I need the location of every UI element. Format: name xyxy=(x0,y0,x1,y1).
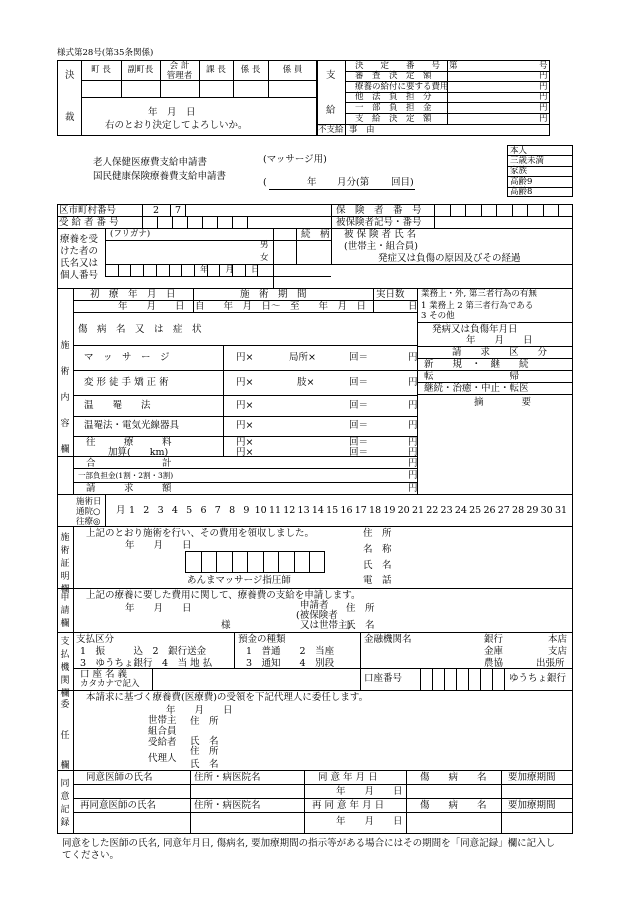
decision-approval: 右のとおり決定してよろしいか。 xyxy=(105,120,248,131)
insurer-cell xyxy=(481,204,482,216)
payment-row-label: 審 査 決 定 額 xyxy=(355,71,432,82)
calendar-day: 25 xyxy=(469,505,482,516)
bank-type: 農協 xyxy=(484,658,504,669)
insured-label: (被保険者 xyxy=(296,610,338,621)
name-label: 氏 名 xyxy=(190,736,219,747)
consent-date-value: 年 月 日 xyxy=(336,786,403,797)
insured-name-label: 被 保 険 者 氏 名 xyxy=(344,229,417,240)
decision-label: 裁 xyxy=(65,112,75,123)
calendar-day: 21 xyxy=(411,505,425,516)
calendar-day: 3 xyxy=(157,505,164,516)
form-number: 様式第28号(第35条関係) xyxy=(57,48,154,58)
first-visit-date: 年 月 日 xyxy=(118,301,185,312)
application-text: 上記の療養に要した費用に関して、療養費の支給を申請します。 xyxy=(86,590,361,601)
calendar-day: 26 xyxy=(483,505,496,516)
payment-row-prefix: 第 xyxy=(449,60,458,71)
account-cell xyxy=(480,668,481,690)
insurer-cell xyxy=(558,204,559,216)
insurer-cell xyxy=(450,204,451,216)
calendar-day: 19 xyxy=(383,505,396,516)
item-times: 回＝ xyxy=(349,420,369,431)
patient-id-cell xyxy=(169,264,170,276)
first-visit-label: 初 療 年 月 日 xyxy=(90,289,176,300)
travel-label: 往 療 料 xyxy=(86,437,172,448)
calendar-day: 10 xyxy=(254,505,267,516)
note-label: 摘 要 xyxy=(474,397,532,408)
calendar-label: 施術日 通院○ 往療◎ xyxy=(76,497,102,528)
cause-label: 発症又は負傷の原因及びその経過 xyxy=(378,253,521,264)
category-item: 高齢9 xyxy=(510,176,533,187)
item-times: 回＝ xyxy=(349,351,369,363)
calendar-day: 4 xyxy=(171,505,178,516)
name-label: 名 称 xyxy=(363,544,392,555)
period-month: 月分(第 xyxy=(337,177,370,188)
claim-new: 新 規 ・ 継 続 xyxy=(424,359,529,370)
householder-label: 世帯主 組合員 受給者 xyxy=(148,715,177,748)
municipality-digit: 7 xyxy=(175,205,182,216)
onset-label: 発病又は負傷年月日 xyxy=(432,324,518,335)
travel-times: 回＝ xyxy=(349,447,369,458)
patient-id-cell xyxy=(181,264,182,276)
hospital-label: 住所・病医院名 xyxy=(194,800,261,811)
patient-id-bottom xyxy=(105,276,331,277)
travel-unit-price: 円× xyxy=(236,447,254,458)
name-label: 氏 名 xyxy=(346,620,375,631)
certification-section-label: 施 術 証 明 欄 xyxy=(60,533,70,596)
payment-row-label: 一 部 負 担 金 xyxy=(355,102,432,113)
category-item: 高齢8 xyxy=(510,187,533,198)
disease-label: 傷 病 名 xyxy=(420,800,487,811)
insurer-cell xyxy=(512,204,513,216)
recipient-cell xyxy=(247,216,248,228)
calendar-day: 18 xyxy=(369,505,382,516)
account-number-label: 口座番号 xyxy=(364,673,403,684)
footnote: 同意をした医師の氏名, 同意年月日, 傷病名, 要加療期間の指示等がある場合にはその期間を「同意記録」欄に記入してください。 xyxy=(62,838,556,862)
account-divider xyxy=(420,668,421,690)
calendar-day: 1 xyxy=(128,505,136,516)
total-label: 合 計 xyxy=(86,458,172,469)
payment-row-label: 療養の給付に要する費用 xyxy=(355,81,449,92)
insurer-divider xyxy=(434,204,435,228)
calendar-day: 16 xyxy=(340,505,353,516)
yucho-label: ゆうちょ銀行 xyxy=(509,673,567,684)
insurer-number-label: 保 険 者 番 号 xyxy=(336,205,422,216)
item-line xyxy=(73,416,417,417)
branch-type: 支店 xyxy=(548,646,568,657)
calendar-day: 11 xyxy=(268,505,282,516)
calendar-day: 13 xyxy=(297,505,310,516)
account-cell xyxy=(444,668,445,690)
calendar-day: 9 xyxy=(243,505,250,516)
householder-label: 又は世帯主) xyxy=(300,620,352,631)
deposit-type-label: 預金の種類 xyxy=(238,634,286,645)
payment-option: 1 振 込 2 銀行送金 xyxy=(80,646,207,657)
householder-label: (世帯主・組合員) xyxy=(344,241,418,252)
license-cell xyxy=(294,551,295,573)
insurer-cell xyxy=(543,204,544,216)
role-separator xyxy=(81,80,317,81)
days-label: 実日数 xyxy=(376,289,405,300)
claim-detail: 継続・治癒・中止・転医 xyxy=(424,383,529,394)
period-open: ( xyxy=(263,177,267,188)
payment-method-section-label: 支 払 機 関 欄 xyxy=(60,637,70,700)
recipient-cell xyxy=(187,216,188,228)
account-cell xyxy=(468,668,469,690)
calendar-day: 12 xyxy=(283,505,296,516)
travel-yen: 円 xyxy=(408,437,418,448)
recipient-cell xyxy=(232,216,233,228)
agent-label: 代理人 xyxy=(148,753,177,764)
delegation-text: 本請求に基づく療養費(医療費)の受領を下記代理人に委任します。 xyxy=(86,692,369,703)
claim-amount-label: 請 求 額 xyxy=(86,483,172,494)
period-times: 回目) xyxy=(391,177,414,188)
payment-row-unit: 円 xyxy=(539,81,548,92)
title-line2: 国民健康保険療養費支給申請書 xyxy=(93,171,227,182)
role-label: 町 長 xyxy=(91,65,111,75)
travel-sub: 加算( km) xyxy=(108,447,169,458)
payment-label: 支 xyxy=(326,70,336,81)
item-label: マ ッ サ ー ジ xyxy=(84,351,170,363)
calendar-day: 24 xyxy=(454,505,467,516)
calendar-day: 8 xyxy=(229,505,236,516)
calendar-day: 27 xyxy=(497,505,510,516)
account-end xyxy=(504,668,505,690)
recipient-cell xyxy=(172,216,173,228)
disease-label: 傷 病 名 xyxy=(420,772,487,783)
payment-row-unit: 円 xyxy=(539,113,548,124)
total-yen: 円 xyxy=(408,458,418,469)
patient-id-cell xyxy=(105,264,106,276)
patient-id-cell xyxy=(118,264,119,276)
disease-label: 傷 病 名 又 は 症 状 xyxy=(78,324,202,335)
application-section-label: 申 請 欄 xyxy=(60,593,70,630)
license-cell xyxy=(263,551,264,573)
period-value: 自 年 月 日〜 至 年 月 日 xyxy=(195,301,367,312)
recipient-label: 受 給 者 番 号 xyxy=(59,217,119,228)
consent-date-label: 同 意 年 月 日 xyxy=(318,772,378,783)
role-label: 係 員 xyxy=(282,65,303,75)
application-date: 年 月 日 xyxy=(125,603,192,614)
calendar-day: 28 xyxy=(512,505,525,516)
re-doctor-label: 再同意医師の氏名 xyxy=(80,800,157,811)
payment-row-unit: 円 xyxy=(539,71,548,82)
patient-id-cell xyxy=(194,264,195,276)
payment-row-unit: 円 xyxy=(539,102,548,113)
insurer-cell xyxy=(465,204,466,216)
address-label: 住 所 xyxy=(190,716,219,727)
work-label: 業務上・外, 第三者行為の有無 xyxy=(421,289,537,299)
item-unit-price: 円× xyxy=(236,351,254,363)
license-cell xyxy=(201,551,202,573)
person-label: 氏 名 xyxy=(363,560,392,571)
address-label: 住 所 xyxy=(363,528,392,539)
account-cell xyxy=(456,668,457,690)
calendar-day: 5 xyxy=(186,505,193,516)
payment-row-unit: 号 xyxy=(539,60,548,71)
onset-date: 年 月 日 xyxy=(466,335,533,346)
period-label: 施 術 期 間 xyxy=(240,289,307,300)
agent-name-label: 氏 名 xyxy=(190,759,219,770)
item-yen: 円 xyxy=(408,420,418,431)
item-site: 局所× xyxy=(289,351,316,363)
municipality-label: 区市町村番号 xyxy=(59,205,117,216)
branch-type: 出張所 xyxy=(536,658,565,669)
copay-label: 一部負担金(1割・2割・3割) xyxy=(78,471,174,480)
claim-label: 請 求 区 分 xyxy=(452,347,548,358)
license-label: あんまマッサージ指圧師 xyxy=(187,575,291,586)
item-label: 変 形 徒 手 矯 正 術 xyxy=(84,376,169,388)
calendar-day: 30 xyxy=(540,505,553,516)
claim-amount-yen: 円 xyxy=(408,483,418,494)
insured-symbol-label: 被保険者記号・番号 xyxy=(336,217,422,228)
insurer-cell xyxy=(527,204,528,216)
calendar-day: 31 xyxy=(554,505,568,516)
item-line xyxy=(73,395,417,396)
item-line xyxy=(73,370,417,371)
bank-type: 金庫 xyxy=(484,646,504,657)
calendar-day: 6 xyxy=(200,505,207,516)
relation-label: 続 柄 xyxy=(301,229,330,240)
item-unit-price: 円× xyxy=(236,376,254,388)
patient-label: 療養を受 けた者の 氏名又は 個人番号 xyxy=(60,234,99,281)
license-cell xyxy=(309,551,310,573)
travel-times: 回＝ xyxy=(349,437,369,448)
doctor-label: 同意医師の氏名 xyxy=(86,772,153,783)
account-cell xyxy=(492,668,493,690)
calendar-day: 15 xyxy=(326,505,339,516)
patient-id-cell xyxy=(143,264,144,276)
katakana-label: カタカナで記入 xyxy=(80,679,140,689)
calendar-day: 20 xyxy=(397,505,410,516)
payment-row-label: 決 定 番 号 xyxy=(355,60,441,71)
payment-label: 給 xyxy=(326,105,336,116)
travel-unit-price: 円× xyxy=(236,437,254,448)
item-yen: 円 xyxy=(408,376,418,388)
period-year: 年 xyxy=(307,177,317,188)
account-cell xyxy=(432,668,433,690)
calendar-day: 2 xyxy=(143,505,150,516)
payment-type-label: 支払区分 xyxy=(76,634,115,645)
role-label: 会 計 管理者 xyxy=(166,61,193,81)
non-payment-label: 不支給 xyxy=(318,125,344,135)
payment-col xyxy=(447,60,448,124)
delegation-section-label: 委 任 欄 xyxy=(60,700,70,772)
calendar-day: 22 xyxy=(426,505,439,516)
re-consent-date-value: 年 月 日 xyxy=(336,816,403,827)
account-name-label: 口 座 名 義 xyxy=(80,669,128,680)
consent-section-label: 同 意 記 録 xyxy=(60,779,70,829)
agent-address-label: 住 所 xyxy=(190,746,219,757)
required-period-label: 要加療期間 xyxy=(508,772,556,783)
required-period-label: 要加療期間 xyxy=(508,800,556,811)
role-label: 係 長 xyxy=(240,65,261,75)
license-cell xyxy=(216,551,217,573)
branch-type: 本店 xyxy=(548,634,568,645)
item-yen: 円 xyxy=(408,399,418,411)
item-label: 温 罨 法 xyxy=(84,399,151,411)
title-type: (マッサージ用) xyxy=(263,154,327,165)
hospital-label: 住所・病医院名 xyxy=(194,772,261,783)
month-label: 月 xyxy=(116,505,126,516)
reason-label: 事 由 xyxy=(349,125,375,135)
payment-row-label: 支 給 決 定 額 xyxy=(355,113,432,124)
day-unit: 日 xyxy=(408,301,418,312)
role-label: 副町長 xyxy=(127,65,154,75)
payment-option: 3 ゆうちょ銀行 4 当 地 払 xyxy=(80,658,213,669)
payment-row-label: 他 法 負 担 分 xyxy=(355,92,432,103)
item-yen: 円 xyxy=(408,351,418,363)
deposit-option: 1 普通 2 当座 xyxy=(246,646,335,657)
category-item: 三歳未満 xyxy=(510,155,545,166)
applicant-label: 申請者 xyxy=(300,600,329,611)
item-unit-price: 円× xyxy=(236,420,254,431)
work-options: 1 業務上 2 第三者行為である xyxy=(421,301,534,311)
furigana-label: (フリガナ) xyxy=(110,229,151,239)
item-unit-price: 円× xyxy=(236,399,254,411)
license-cell xyxy=(232,551,233,573)
calendar-day: 23 xyxy=(440,505,453,516)
recipient-cell xyxy=(202,216,203,228)
re-consent-date-label: 再 同 意 年 月 日 xyxy=(312,800,385,811)
calendar-day: 7 xyxy=(214,505,221,516)
category-item: 本人 xyxy=(510,145,528,156)
calendar-day: 14 xyxy=(311,505,324,516)
payment-row-unit: 円 xyxy=(539,92,548,103)
address-label: 住 所 xyxy=(346,603,375,614)
item-label: 温罨法・電気光線器具 xyxy=(84,420,180,431)
title-line1: 老人保健医療費支給申請書 xyxy=(93,157,208,168)
claim-outcome: 転 帰 xyxy=(424,371,520,382)
work-other: 3 その他 xyxy=(421,311,455,321)
item-site: 肢× xyxy=(297,376,315,388)
certification-date: 年 月 日 xyxy=(125,540,192,551)
patient-id-cell xyxy=(130,264,131,276)
recipient-cell xyxy=(157,216,158,228)
patient-id-cell xyxy=(156,264,157,276)
male-label: 男 xyxy=(260,240,269,250)
role-label: 課 長 xyxy=(206,65,226,75)
license-cell xyxy=(247,551,248,573)
decision-date: 年 月 日 xyxy=(148,107,196,118)
deposit-option: 3 通知 4 別段 xyxy=(246,658,335,669)
municipality-digit: 2 xyxy=(153,205,160,216)
decision-label: 決 xyxy=(65,70,75,81)
item-times: 回＝ xyxy=(349,376,369,388)
female-label: 女 xyxy=(260,253,269,263)
sama-label: 様 xyxy=(221,620,231,631)
bank-label: 金融機関名 xyxy=(364,634,412,645)
patient-id-end xyxy=(273,264,274,288)
recipient-cell xyxy=(217,216,218,228)
birth-date: 年 月 日 xyxy=(200,265,260,275)
treatment-section-label: 施 術 内 容 欄 xyxy=(60,341,70,456)
travel-yen: 円 xyxy=(408,447,418,458)
license-frame xyxy=(185,551,325,573)
calendar-day: 17 xyxy=(354,505,367,516)
delegation-date: 年 月 日 xyxy=(166,705,233,716)
item-times: 回＝ xyxy=(349,399,369,411)
phone-label: 電 話 xyxy=(363,575,392,586)
license-cell xyxy=(278,551,279,573)
category-item: 家族 xyxy=(510,166,528,177)
recipient-cell xyxy=(142,216,143,228)
insurer-cell xyxy=(496,204,497,216)
calendar-day: 29 xyxy=(526,505,539,516)
bank-type: 銀行 xyxy=(484,634,504,645)
certification-text: 上記のとおり施術を行い、その費用を領収しました。 xyxy=(86,528,315,539)
copay-yen: 円 xyxy=(408,470,418,481)
